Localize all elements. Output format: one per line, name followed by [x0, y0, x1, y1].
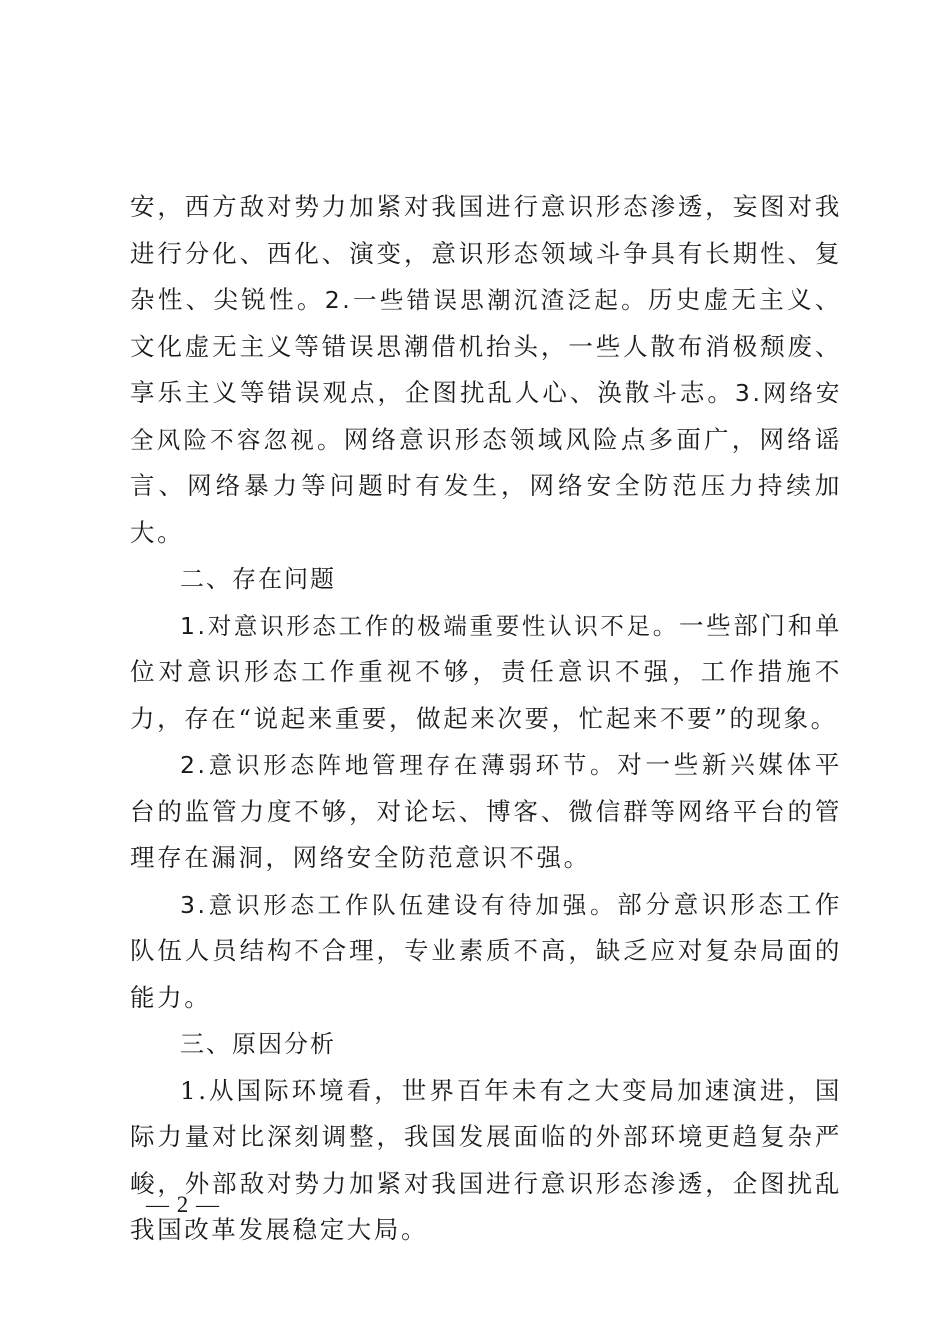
paragraph-text: 一些部门和单位对意识形态工作重视不够，责任意识不强，工作措施不力，存在“说起来重要，做起来次要，忙起来不要”的现象。	[130, 610, 842, 733]
paragraph-problem-2	[130, 742, 842, 882]
paragraph-text: 对一些新兴媒体平台的监管力度不够，对论坛、博客、微信群等网络平台的管理存在漏洞，网络安全防范意识不强。	[130, 750, 842, 872]
paragraph-lead: 2.一些错误思潮沉渣泛起。	[324, 286, 648, 314]
paragraph-text: 1.从国际环境看，世界百年未有之大变局加速演进，国际力量对比深刻调整，我国发展面临的外部环境更趋复杂严峻，外部敌对势力加紧对我国进行意识形态渗透，企图扰乱我国改革发展稳定大局。	[130, 1075, 842, 1244]
paragraph-cause-1	[130, 1068, 842, 1254]
document-body	[130, 184, 842, 1254]
paragraph-lead: 1.对意识形态工作的极端重要性认识不足。	[180, 611, 679, 640]
section-heading-problems: 二、存在问题	[180, 565, 336, 593]
paragraph-text: 部分意识形态工作队伍人员结构不合理，专业素质不高，缺乏应对复杂局面的能力。	[130, 889, 842, 1012]
paragraph-problem-1	[130, 603, 842, 743]
paragraph-problem-3	[130, 882, 842, 1022]
page-number: — 2 —	[146, 1192, 220, 1217]
paragraph-text: 网络意识形态领域风险点多面广，网络谣言、网络暴力等问题时有发生，网络安全防范压力持续加大。	[130, 424, 842, 547]
paragraph-lead: 2.意识形态阵地管理存在薄弱环节。	[180, 751, 618, 779]
paragraph-text: 历史虚无主义、文化虚无主义等错误思潮借机抬头，一些人散布消极颓废、享乐主义等错误观点，企图扰乱人心、涣散斗志。	[130, 285, 842, 407]
paragraph-lead: 3.网络安全风险不容忽视。	[130, 379, 842, 454]
paragraph-continuation	[130, 184, 842, 556]
paragraph-text: 安，西方敌对势力加紧对我国进行意识形态渗透，妄图对我进行分化、西化、演变，意识形态领域斗争具有长期性、复杂性、尖锐性。	[130, 192, 842, 314]
section-heading-causes: 三、原因分析	[180, 1030, 336, 1058]
paragraph-lead: 3.意识形态工作队伍建设有待加强。	[180, 890, 618, 919]
